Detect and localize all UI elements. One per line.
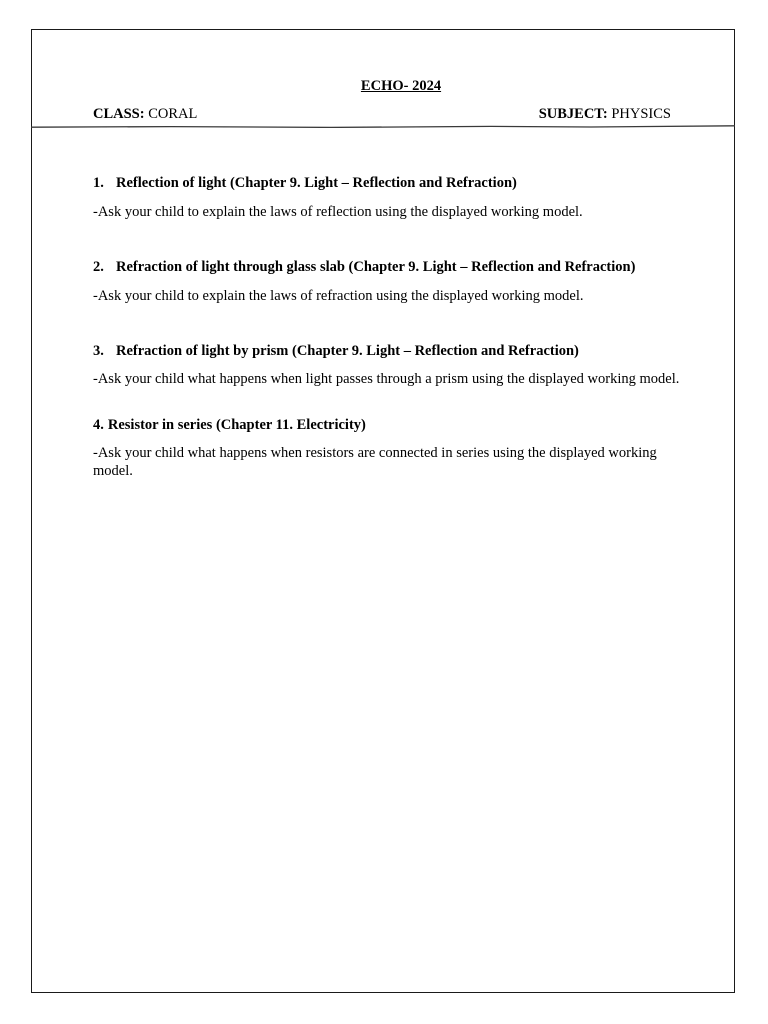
subject-line — [539, 106, 671, 123]
item-description-2: -Ask your child to explain the laws of refraction using the displayed working model. — [93, 288, 584, 304]
item-heading-text: Refraction of light through glass slab (Chapter 9. Light – Reflection and Refraction) — [116, 259, 636, 275]
item-number: 1. — [93, 175, 104, 191]
item-heading-text: Refraction of light by prism (Chapter 9. Light – Reflection and Refraction) — [116, 343, 579, 359]
item-heading-text: Reflection of light (Chapter 9. Light – Reflection and Refraction) — [116, 175, 517, 191]
class-value: CORAL — [148, 106, 198, 122]
item-heading-4 — [93, 416, 693, 434]
header-divider — [31, 125, 735, 128]
item-description-1: -Ask your child to explain the laws of reflection using the displayed working model. — [93, 204, 583, 220]
item-number: 4. — [93, 417, 104, 433]
item-number: 3. — [93, 343, 104, 359]
item-heading-2 — [93, 258, 693, 276]
subject-label: SUBJECT: — [538, 106, 608, 122]
item-number: 2. — [93, 259, 104, 275]
item-description-4: -Ask your child what happens when resistors are connected in series using the displayed working model. — [93, 445, 657, 479]
item-heading-1 — [93, 174, 693, 192]
document-title: ECHO- 2024 — [360, 78, 442, 94]
class-label: CLASS: — [93, 106, 145, 122]
item-heading-3 — [93, 342, 693, 360]
item-heading-text: Resistor in series (Chapter 11. Electricity) — [107, 417, 366, 433]
subject-value: PHYSICS — [611, 106, 671, 122]
class-line — [93, 106, 197, 123]
item-description-3: -Ask your child what happens when light passes through a prism using the displayed working model. — [93, 371, 680, 387]
